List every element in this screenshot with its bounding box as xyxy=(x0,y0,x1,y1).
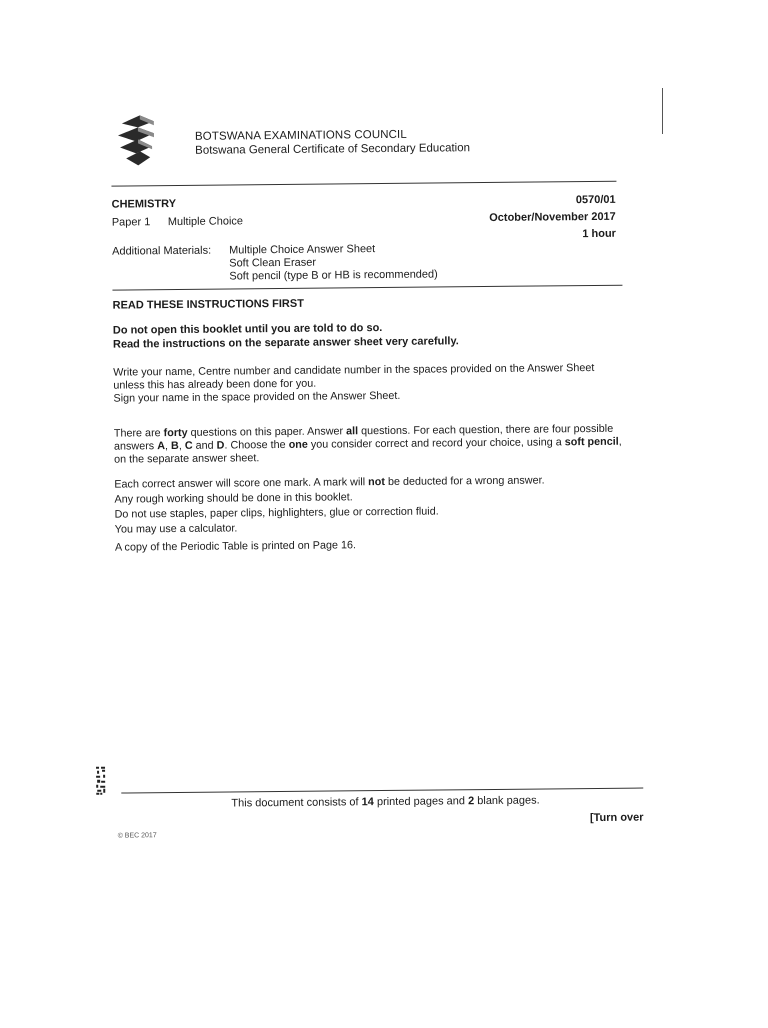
subject-title: CHEMISTRY xyxy=(111,197,177,211)
council-name: BOTSWANA EXAMINATIONS COUNCIL xyxy=(194,128,407,143)
instruction-paragraph: There are forty questions on this paper. Answer all questions. For each question, there are four possible answers A, B, C and D. Choose the one you consider correct and record your choice, using a soft pencil, on the separate answer sheet. xyxy=(113,422,622,466)
instructions-heading: READ THESE INSTRUCTIONS FIRST xyxy=(112,297,304,312)
paper-type: Multiple Choice xyxy=(167,215,244,229)
instruction-paragraph: Sign your name in the space provided on the Answer Sheet. xyxy=(113,389,401,405)
instruction-paragraph: A copy of the Periodic Table is printed on Page 16. xyxy=(114,539,357,554)
instruction-paragraph: Do not use staples, paper clips, highlighters, glue or correction fluid. xyxy=(114,505,439,521)
instruction-bold-line: Do not open this booklet until you are told to do so. xyxy=(112,322,383,337)
paper-number: Paper 1 xyxy=(111,216,151,229)
materials-divider xyxy=(112,285,622,291)
certificate-name: Botswana General Certificate of Secondary Education xyxy=(195,142,471,157)
material-item: Soft pencil (type B or HB is recommended) xyxy=(229,268,438,283)
instruction-paragraph: You may use a calculator. xyxy=(114,522,238,536)
material-item: Soft Clean Eraser xyxy=(229,256,317,270)
additional-materials-label: Additional Materials: xyxy=(112,244,212,258)
material-item: Multiple Choice Answer Sheet xyxy=(229,243,376,257)
instruction-bold-line: Read the instructions on the separate answer sheet very carefully. xyxy=(112,335,459,351)
header-divider xyxy=(111,181,616,187)
bec-logo-icon xyxy=(114,113,161,169)
exam-session: October/November 2017 xyxy=(489,210,616,224)
scan-edge-mark xyxy=(662,88,663,134)
syllabus-code: 0570/01 xyxy=(575,193,616,207)
barcode-icon xyxy=(95,766,107,796)
copyright-note: © BEC 2017 xyxy=(117,832,157,840)
page-count-note: This document consists of 14 printed pages and 2 blank pages. xyxy=(231,794,540,810)
turn-over-label: [Turn over xyxy=(589,811,644,825)
footer-divider xyxy=(121,788,643,794)
instruction-paragraph: Any rough working should be done in this booklet. xyxy=(114,491,353,506)
instruction-paragraph: Write your name, Centre number and candidate number in the spaces provided on the Answer Sheet unless this has already been done for you. xyxy=(113,361,595,392)
instruction-paragraph: Each correct answer will score one mark. A mark will not be deducted for a wrong answer. xyxy=(114,474,545,491)
exam-duration: 1 hour xyxy=(582,227,616,241)
